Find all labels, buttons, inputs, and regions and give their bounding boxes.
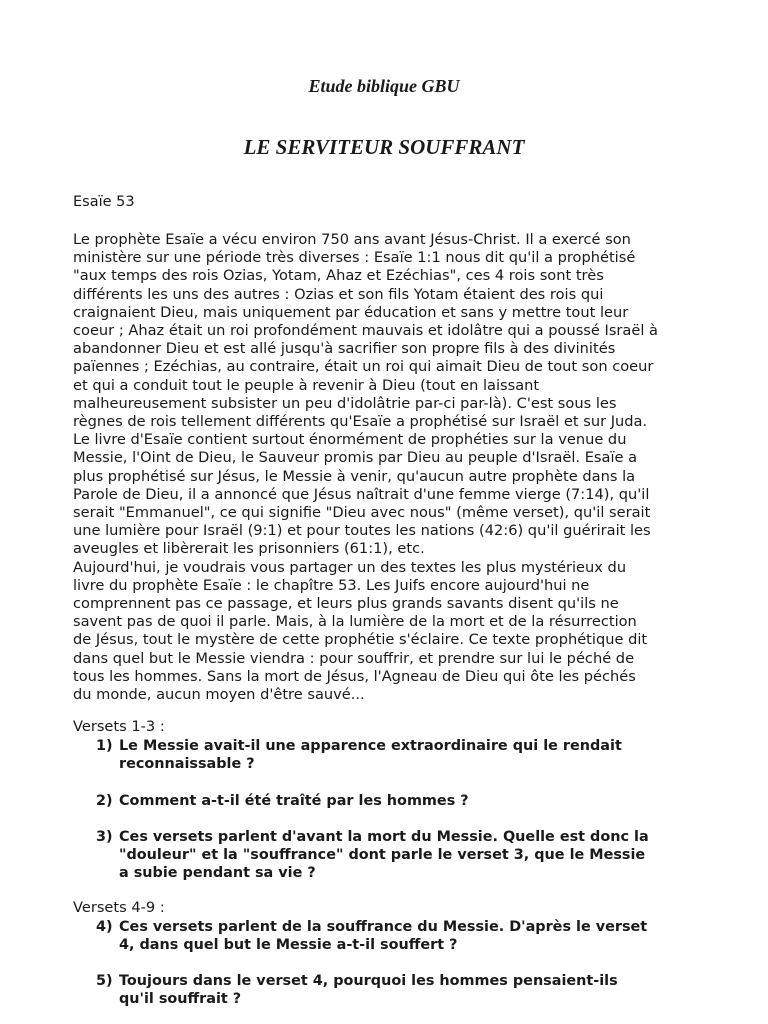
- question-item: [96, 972, 716, 1008]
- section-label-verses-4-9: Versets 4-9 :: [73, 899, 165, 916]
- question-item: [96, 792, 716, 810]
- intro-paragraph-2: Aujourd'hui, je voudrais vous partager un des textes les plus mystérieux du livre du prophète Esaïe : le chapître 53. Les Juifs encore aujourd'hui ne comprennent pas ce passage, et leurs plus grands savants disent qu'ils ne savent pas de quoi il parle. Mais, à la lumière de la mort et de la résurrection de Jésus, tout le mystère de cette prophétie s'éclaire. Ce texte prophétique dit dans quel but le Messie viendra : pour souffrir, et prendre sur lui le péché de tous les hommes. Sans la mort de Jésus, l'Agneau de Dieu qui ôte les péchés du monde, aucun moyen d'être sauvé...: [73, 558, 648, 704]
- question-text: Toujours dans le verset 4, pourquoi les hommes pensaient-ils qu'il souffrait ?: [119, 973, 618, 1008]
- question-text: Le Messie avait-il une apparence extraordinaire qui le rendait reconnaissable ?: [119, 738, 622, 773]
- document-title: LE SERVITEUR SOUFFRANT: [243, 135, 525, 159]
- question-item: [96, 737, 716, 773]
- section-label-verses-1-3: Versets 1-3 :: [73, 718, 165, 735]
- question-number: 5): [96, 973, 113, 989]
- question-number: 4): [96, 919, 113, 935]
- question-number: 3): [96, 829, 113, 845]
- document-subtitle: Etude biblique GBU: [308, 76, 460, 96]
- introduction-text: [73, 231, 703, 704]
- scripture-reference: Esaïe 53: [73, 194, 135, 210]
- question-item: [96, 828, 716, 883]
- question-number: 2): [96, 793, 113, 809]
- question-text: Ces versets parlent d'avant la mort du Messie. Quelle est donc la "douleur" et la "souffrance" dont parle le verset 3, que le Messie a subie pendant sa vie ?: [119, 829, 649, 882]
- question-text: Ces versets parlent de la souffrance du Messie. D'après le verset 4, dans quel but le Messie a-t-il souffert ?: [119, 919, 648, 954]
- question-text: Comment a-t-il été traîté par les hommes ?: [119, 793, 469, 809]
- question-item: [96, 918, 716, 954]
- question-number: 1): [96, 738, 113, 754]
- intro-paragraph-1: Le prophète Esaïe a vécu environ 750 ans avant Jésus-Christ. Il a exercé son ministère sur une période très diverses : Esaïe 1:1 nous dit qu'il a prophétisé "aux temps des rois Ozias, Yotam, Ahaz et Ezéchias", ces 4 rois sont très différents les uns des autres : Ozias et son fils Yotam étaient des rois qui craignaient Dieu, mais uniquement par éducation et sans y mettre tout leur coeur ; Ahaz était un roi profondément mauvais et idolâtre qui a poussé Israël à abandonner Dieu et est allé jusqu'à sacrifier son propre fils à des divinités païennes ; Ezéchias, au contraire, était un roi qui aimait Dieu de tout son coeur et qui a conduit tout le peuple à revenir à Dieu (tout en laissant malheureusement subsister un peu d'idolâtrie par-ci par-là). C'est sous les règnes de rois tellement différents qu'Esaïe a prophétisé sur Israël et sur Juda. Le livre d'Esaïe contient surtout énormément de prophéties sur la venue du Messie, l'Oint de Dieu, le Sauveur promis par Dieu au peuple d'Israël. Esaïe a plus prophétisé sur Jésus, le Messie à venir, qu'aucun autre prophète dans la Parole de Dieu, il a annoncé que Jésus naîtrait d'une femme vierge (7:14), qu'il serait "Emmanuel", ce qui signifie "Dieu avec nous" (même verset), qu'il serait une lumière pour Israël (9:1) et pour toutes les nations (42:6) qu'il guérirait les aveugles et libèrerait les prisonniers (61:1), etc.: [73, 231, 658, 558]
